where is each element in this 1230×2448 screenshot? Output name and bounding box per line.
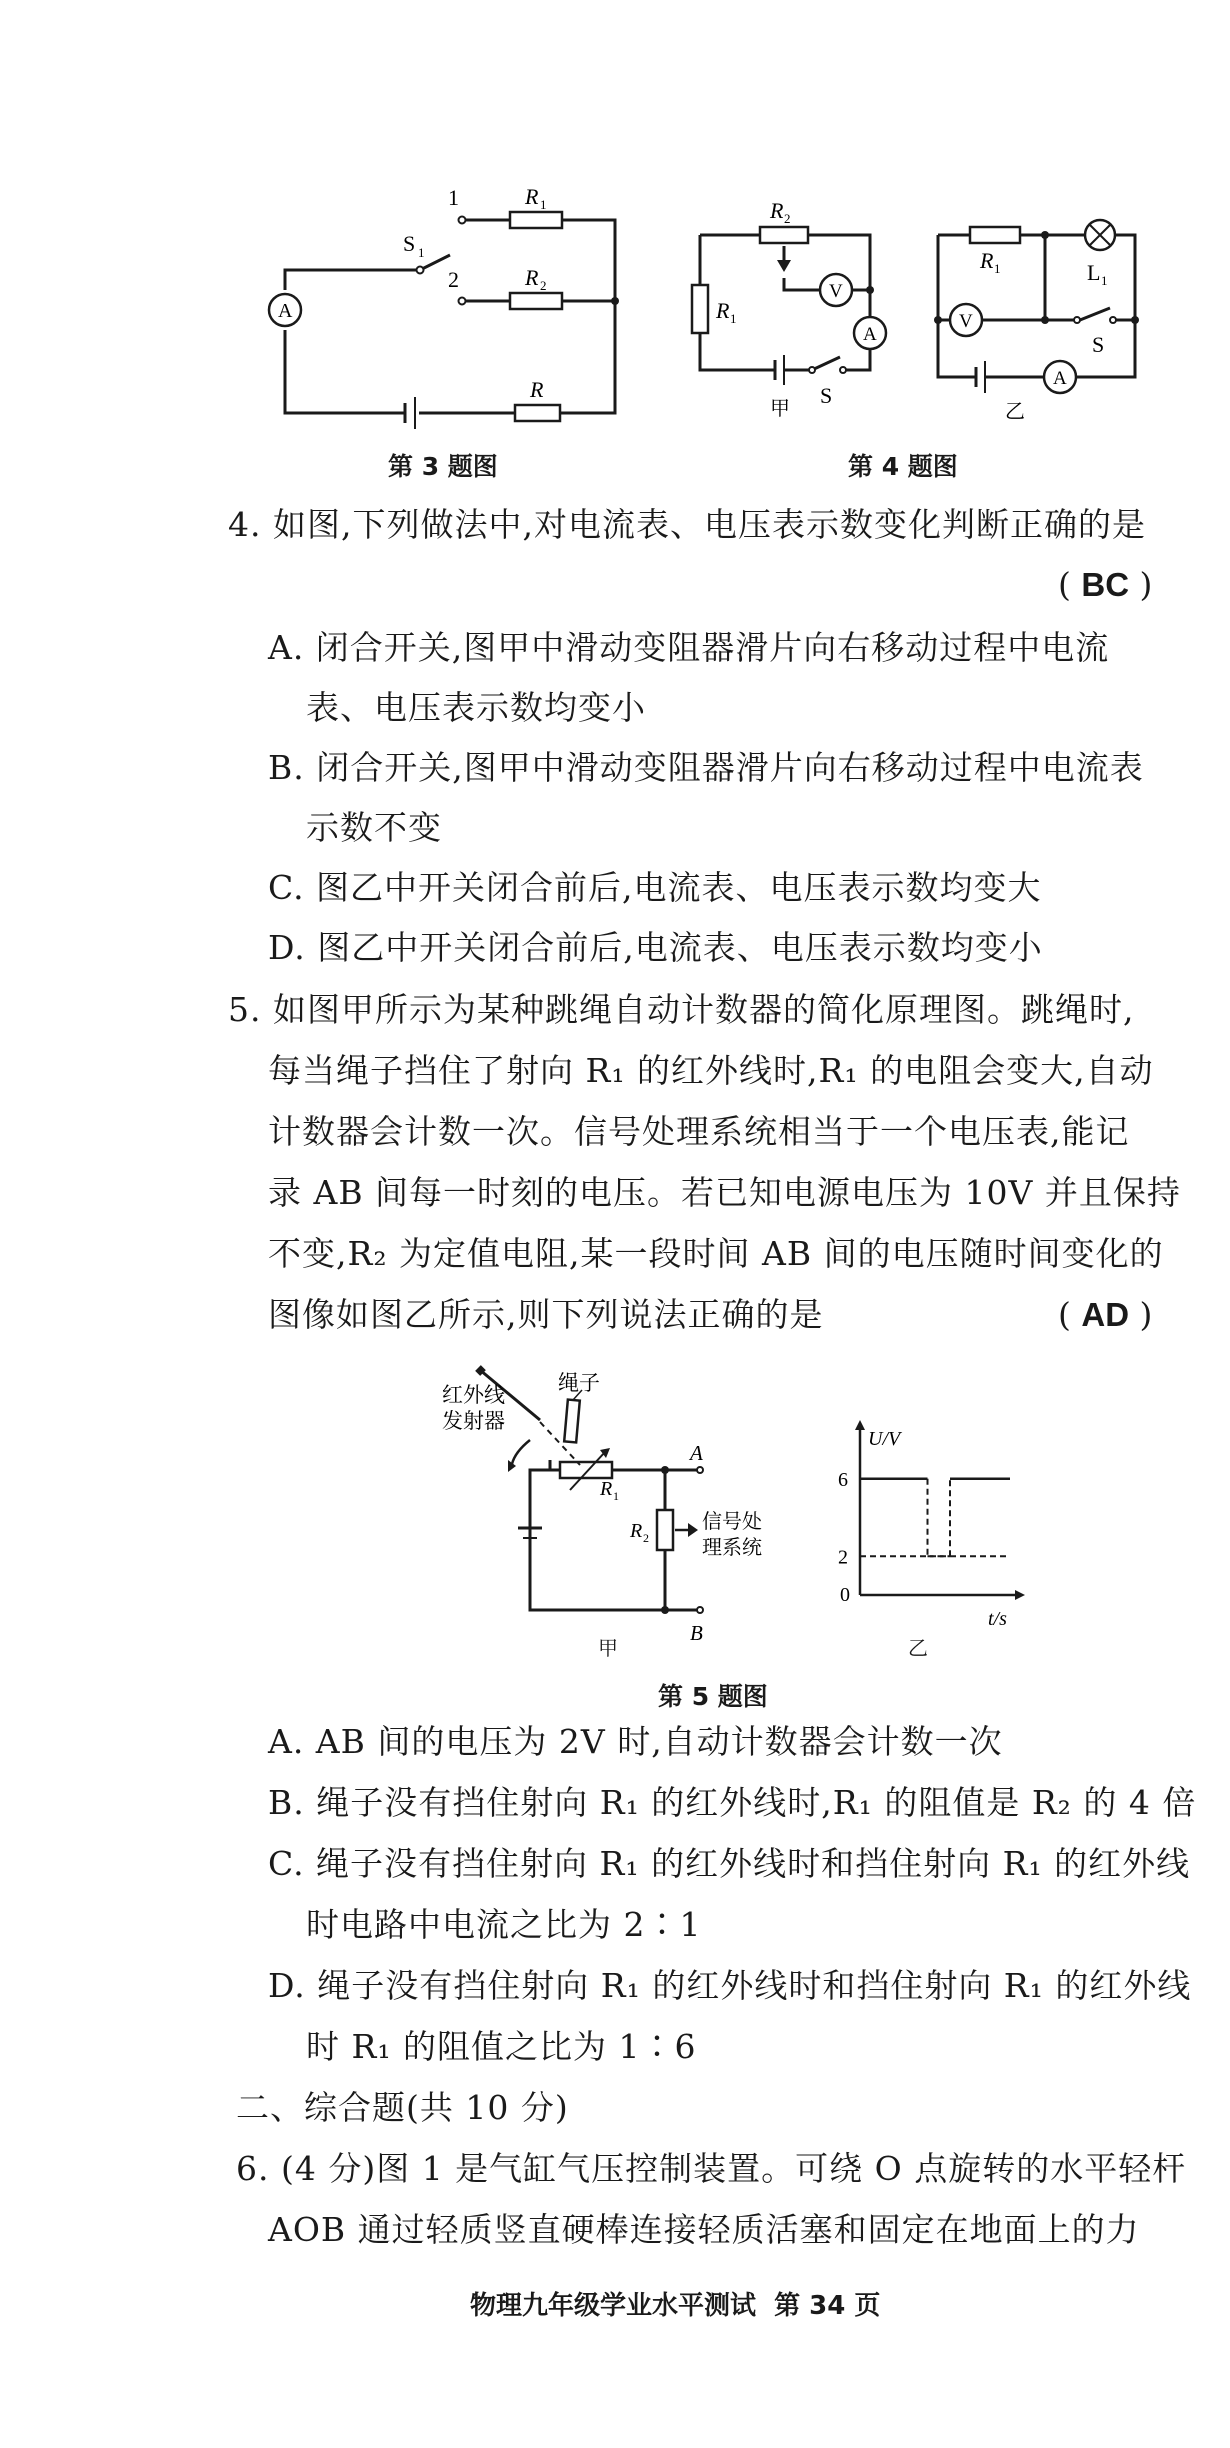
q4-option-b-cont: 示数不变 (306, 808, 442, 847)
chart-x-label: t/s (988, 1608, 1007, 1630)
chart-y-label: U/V (868, 1428, 901, 1450)
q5-option-a: A. AB 间的电压为 2V 时,自动计数器会计数一次 (268, 1722, 1003, 1761)
q5-answer: ( AD ) (1058, 1295, 1153, 1334)
fig4-jia-label: 甲 (770, 396, 790, 420)
fig4-voltmeter-a: V (829, 281, 843, 302)
svg-text:1: 1 (418, 245, 425, 260)
fig4-switch-s-a: S (820, 383, 833, 408)
q6-line-2: AOB 通过轻质竖直硬棒连接轻质活塞和固定在地面上的力 (268, 2210, 1140, 2249)
fig5-jia-label: 甲 (598, 1636, 618, 1660)
footer (470, 2285, 880, 2322)
q5-option-c-cont: 时电路中电流之比为 2∶1 (306, 1905, 702, 1944)
signal-label-1: 信号处 (702, 1509, 762, 1533)
figure-4-circuits (680, 190, 1140, 423)
fig4-r1-label-b: R (980, 248, 994, 273)
svg-text:1: 1 (994, 261, 1001, 276)
terminal-2-label: 2 (448, 267, 459, 292)
q5-option-d: D. 绳子没有挡住射向 R₁ 的红外线时和挡住射向 R₁ 的红外线 (268, 1966, 1192, 2005)
chart-tick-6: 6 (838, 1468, 848, 1491)
figure-3-circuit (255, 175, 645, 435)
chart-tick-2: 2 (838, 1546, 848, 1569)
svg-text:1: 1 (1101, 273, 1108, 288)
q4-option-d: D. 图乙中开关闭合前后,电流表、电压表示数均变小 (268, 928, 1043, 967)
q4-option-a-cont: 表、电压表示数均变小 (306, 688, 646, 727)
resistor-r-label: R (530, 377, 544, 402)
fig4-switch-s-b: S (1092, 332, 1105, 357)
figure-4-caption: 第 4 题图 (848, 452, 958, 481)
fig5-yi-label: 乙 (908, 1636, 928, 1660)
figure-5-chart (820, 1420, 1030, 1630)
q5-line-6: 图像如图乙所示,则下列说法正确的是 (268, 1295, 824, 1334)
section-2-heading: 二、综合题(共 10 分) (236, 2088, 569, 2127)
fig4-r2-label: R (770, 198, 784, 223)
q5-line-3: 计数器会计数一次。信号处理系统相当于一个电压表,能记 (268, 1112, 1130, 1151)
emitter-label-1: 红外线 (442, 1383, 505, 1407)
signal-label-2: 理系统 (702, 1535, 762, 1559)
fig5-r1-label: R (600, 1478, 613, 1500)
fig4-ammeter-a: A (863, 324, 877, 345)
footer-title: 物理九年级学业水平测试 (470, 2291, 757, 2321)
resistor-r1-label: R (525, 184, 539, 209)
switch-s1-label: S (403, 231, 416, 256)
figure-5-circuit (430, 1360, 800, 1645)
svg-text:2: 2 (643, 1531, 649, 1545)
q4-stem: 4. 如图,下列做法中,对电流表、电压表示数变化判断正确的是 (228, 505, 1146, 544)
svg-text:1: 1 (730, 311, 737, 326)
ammeter-symbol: A (278, 300, 293, 322)
q6-line-1: 6. (4 分)图 1 是气缸气压控制装置。可绕 O 点旋转的水平轻杆 (236, 2149, 1187, 2188)
figure-5-caption: 第 5 题图 (658, 1682, 768, 1711)
q5-option-d-cont: 时 R₁ 的阻值之比为 1∶6 (306, 2027, 697, 2066)
rope-label: 绳子 (558, 1371, 600, 1395)
q4-option-c: C. 图乙中开关闭合前后,电流表、电压表示数均变大 (268, 868, 1042, 907)
svg-text:2: 2 (540, 278, 547, 293)
fig4-voltmeter-b: V (959, 311, 973, 332)
q5-line-1: 5. 如图甲所示为某种跳绳自动计数器的简化原理图。跳绳时, (228, 990, 1135, 1029)
q5-line-2: 每当绳子挡住了射向 R₁ 的红外线时,R₁ 的电阻会变大,自动 (268, 1051, 1154, 1090)
fig4-r1-label: R (716, 298, 730, 323)
node-b-label: B (690, 1621, 703, 1645)
svg-text:1: 1 (613, 1489, 619, 1503)
q5-line-5: 不变,R₂ 为定值电阻,某一段时间 AB 间的电压随时间变化的 (268, 1234, 1164, 1273)
q4-option-b: B. 闭合开关,图甲中滑动变阻器滑片向右移动过程中电流表 (268, 748, 1144, 787)
footer-page: 第 34 页 (774, 2291, 881, 2321)
figure-3-caption: 第 3 题图 (388, 452, 498, 481)
fig4-yi-label: 乙 (1005, 399, 1025, 423)
fig5-r2-label: R (630, 1520, 643, 1542)
q5-option-c: C. 绳子没有挡住射向 R₁ 的红外线时和挡住射向 R₁ 的红外线 (268, 1844, 1191, 1883)
q4-option-a: A. 闭合开关,图甲中滑动变阻器滑片向右移动过程中电流 (268, 628, 1110, 667)
q5-option-b: B. 绳子没有挡住射向 R₁ 的红外线时,R₁ 的阻值是 R₂ 的 4 倍 (268, 1783, 1197, 1822)
svg-text:2: 2 (784, 211, 791, 226)
fig4-ammeter-b: A (1053, 368, 1067, 389)
svg-text:1: 1 (540, 197, 547, 212)
q5-line-4: 录 AB 间每一时刻的电压。若已知电源电压为 10V 并且保持 (268, 1173, 1181, 1212)
emitter-label-2: 发射器 (442, 1409, 505, 1433)
resistor-r2-label: R (525, 265, 539, 290)
q4-answer: ( BC ) (1058, 565, 1153, 604)
chart-tick-0: 0 (840, 1584, 850, 1606)
node-a-label: A (690, 1441, 703, 1465)
fig4-lamp-label: L (1087, 260, 1101, 285)
terminal-1-label: 1 (448, 185, 459, 210)
